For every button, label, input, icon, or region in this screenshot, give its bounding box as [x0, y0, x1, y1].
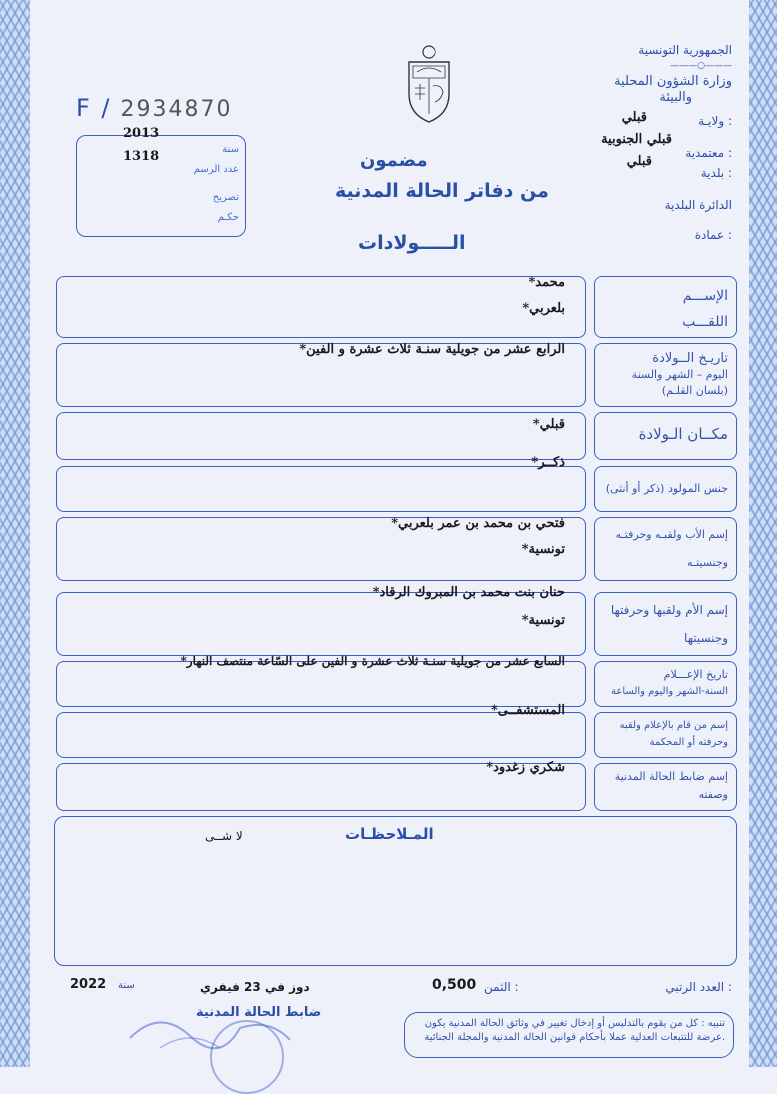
last-name-value: بلعربي* — [522, 301, 565, 316]
name-label-box — [594, 276, 737, 338]
governorate-value: قبلي — [621, 110, 647, 125]
doc-title-extract: مضمون — [360, 150, 428, 171]
declarant-sub-label: وحرفته أو المحكمة — [649, 737, 728, 748]
district-label: الدائرة البلدية — [664, 198, 732, 212]
officer-label-box — [594, 763, 737, 811]
governorate-label: ولايـة : — [698, 114, 732, 128]
tunisia-coat-of-arms-icon — [403, 42, 455, 124]
birth-date-sub-label: اليوم – الشهر والسنة — [631, 368, 728, 381]
last-name-label: اللقـــب — [682, 314, 728, 330]
declarant-value: المستشفــى* — [490, 703, 565, 718]
officer-value: شكري زغدود* — [486, 760, 565, 775]
birth-date-label: تاريـخ الــولادة — [652, 351, 728, 366]
father-label: إسم الأب ولقبـه وحرفتـه — [615, 528, 728, 541]
omda-label: عمادة : — [694, 228, 732, 242]
issue-year-label: سنة — [118, 980, 135, 991]
register-number: 1318 — [123, 149, 160, 164]
remarks-label: المـلاحظـات — [345, 825, 434, 843]
issue-year: 2022 — [70, 977, 107, 992]
register-year: 2013 — [123, 126, 160, 141]
father-nationality-value: تونسية* — [521, 542, 565, 557]
declarant-label: إسم من قام بالإعلام ولقبه — [619, 720, 728, 731]
birth-date-pen-label: (بلسان القلـم) — [661, 384, 728, 397]
mother-nationality-value: تونسية* — [521, 613, 565, 628]
order-number-label: العدد الرتبي : — [665, 980, 732, 994]
father-value-box — [56, 517, 586, 581]
decorative-border-left — [0, 0, 30, 1067]
birth-date-value: الرابع عشر من جويلية سنـة ثلاث عشرة و الفين* — [299, 342, 565, 357]
issue-date: دوز في 23 فيفري — [200, 980, 310, 994]
legal-notice-text: تنبيه : كل من يقوم بالتدليس أو إدخال تغيير في وثائق الحالة المدنية يكون عرضة للتتبعات العدلية عملا بأحكام قوانين الحالة المدنية والمجلة الجنائية. — [424, 1018, 725, 1043]
serial-value: 2934870 — [120, 97, 233, 122]
declaration-date-value: السابع عشر من جويلية سنـة ثلاث عشرة و الفين على السّاعة منتصف النهار* — [180, 654, 565, 668]
register-year-label: سنة — [222, 144, 239, 155]
birth-date-label-box — [594, 343, 737, 407]
sex-label-box — [594, 466, 737, 512]
price-label: الثمن : — [484, 980, 519, 994]
birth-place-value-box — [56, 412, 586, 460]
municipality-value: قبلي — [626, 154, 652, 169]
birth-place-label: مكــان الـولادة — [638, 425, 728, 443]
mother-label: إسم الأم ولقبها وحرفتها — [610, 603, 728, 617]
sex-value-box — [56, 455, 586, 512]
declaration-label: تصريح — [212, 192, 239, 203]
register-box — [76, 126, 246, 237]
serial-number — [76, 94, 233, 122]
official-stamp-icon — [210, 1020, 284, 1094]
delegation-label: معتمدية : — [685, 146, 732, 160]
republic-label: الجمهورية التونسية — [638, 43, 732, 57]
municipality-label: بلدية : — [700, 166, 732, 180]
mother-name-value: حنان بنت محمد بن المبروك الرقاد* — [372, 585, 565, 600]
serial-prefix: F / — [76, 94, 112, 122]
officer-label: إسم ضابط الحالة المدنية — [614, 770, 728, 783]
father-label-box — [594, 517, 737, 581]
ministry-line1: وزارة الشؤون المحلية — [614, 74, 732, 89]
father-nationality-label: وجنسيتـه — [686, 556, 728, 569]
declaration-date-sub-label: السنة-الشهر واليوم والساعة — [611, 686, 728, 697]
doc-title-births: الـــــولادات — [358, 232, 466, 254]
declaration-date-label-box — [594, 661, 737, 707]
remarks-box — [54, 816, 737, 966]
ministry-line2: والبيئة — [659, 90, 692, 105]
ministry-header: الجمهورية التونسية ———○——— وزارة الشؤون المحلية والبيئة — [572, 42, 732, 106]
declaration-date-value-box — [56, 654, 586, 707]
register-number-label: عدد الرسم — [193, 164, 239, 175]
officer-value-box — [56, 760, 586, 811]
declarant-label-box — [594, 712, 737, 758]
birth-place-label-box — [594, 412, 737, 460]
sex-value: ذكــر* — [531, 455, 565, 470]
birth-date-value-box — [56, 343, 586, 407]
officer-signature-label: ضابط الحالة المدنية — [196, 1005, 322, 1020]
declaration-date-label: تاريخ الإعـــلام — [663, 668, 728, 681]
decorative-border-right — [749, 0, 777, 1067]
officer-sub-label: وصفته — [698, 788, 728, 801]
mother-value-box — [56, 585, 586, 656]
price-value: 0,500 — [432, 977, 477, 993]
mother-label-box — [594, 592, 737, 656]
first-name-label: الإســـم — [682, 288, 728, 304]
doc-title-registers: من دفاتر الحالة المدنية — [335, 180, 549, 202]
name-value-box — [56, 276, 586, 338]
declarant-value-box — [56, 703, 586, 758]
sex-label: جنس المولود (ذكر أو أنثى) — [605, 482, 728, 495]
first-name-value: محمد* — [528, 275, 565, 290]
birth-place-value: قبلي* — [532, 417, 565, 432]
delegation-value: قبلي الجنوبية — [601, 132, 672, 147]
judgment-label: حكـم — [217, 212, 239, 223]
legal-notice-box — [404, 1012, 734, 1058]
father-name-value: فتحي بن محمد بن عمر بلعربي* — [391, 516, 565, 531]
mother-nationality-label: وجنسيتها — [684, 631, 728, 645]
remarks-value: لا شــى — [205, 829, 243, 843]
